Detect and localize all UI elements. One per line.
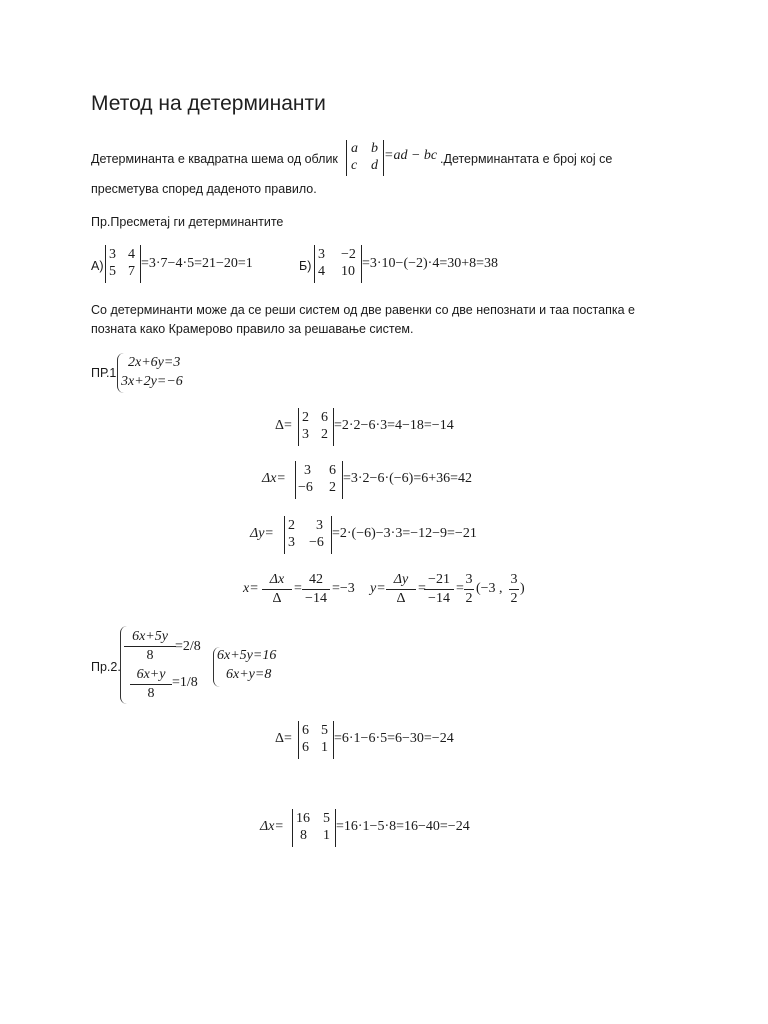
problem2-fraction-2	[130, 667, 172, 702]
fraction-denominator: −14	[305, 591, 327, 606]
fraction-numerator: 3	[510, 572, 518, 587]
fraction-bar	[302, 589, 330, 590]
solution-pair-open: (−3 ,	[476, 581, 503, 596]
det-cell: 5	[109, 264, 116, 279]
det-cell: 2	[288, 518, 295, 533]
fraction-denominator: 2	[465, 591, 473, 606]
det-cell: 6	[302, 723, 309, 738]
example-b-determinant	[314, 245, 362, 283]
solution-y-eq2: =	[456, 581, 464, 596]
det-cell: c	[351, 158, 358, 173]
det-cell: 6	[329, 463, 336, 478]
det-cell: 3	[316, 518, 323, 533]
fraction-bar	[130, 684, 172, 685]
solution-x-fraction-2	[302, 572, 330, 607]
det-cell: 3	[318, 247, 325, 262]
solution-pair-close: )	[520, 581, 525, 596]
fraction-bar	[424, 589, 454, 590]
solution-y-eq: =	[418, 581, 426, 596]
det-cell: 8	[300, 828, 307, 843]
problem1-label: ПР.1	[91, 366, 117, 380]
solution-x-lhs: x=	[243, 581, 259, 596]
solution-x-fraction-1	[262, 572, 292, 607]
det-cell: 16	[296, 811, 310, 826]
fraction-numerator: −21	[428, 572, 450, 587]
det-cell: 4	[128, 247, 135, 262]
det-cell: 3	[288, 535, 295, 550]
example-a-result: =3·7−4·5=21−20=1	[141, 256, 253, 271]
p2-delta-x-label: Δx=	[260, 819, 284, 834]
det-cell: 5	[321, 723, 328, 738]
p1-delta-x-result: =3·2−6·(−6)=6+36=42	[343, 471, 473, 486]
intro-text-1b: .Детерминантата е број кој се	[440, 152, 613, 166]
det-cell: 2	[302, 410, 309, 425]
fraction-denominator: 8	[147, 686, 155, 701]
paragraph-line-1: Со детерминанти може да се реши систем од две равенки со две непознати и таа постапка е	[91, 303, 635, 317]
p2-delta-x-result: =16·1−5·8=16−40=−24	[336, 819, 470, 834]
example-a-determinant	[105, 245, 141, 283]
fraction-denominator: 8	[146, 648, 154, 663]
det-cell: 6	[321, 410, 328, 425]
page-title: Метод на детерминанти	[91, 92, 326, 115]
p1-delta-determinant	[298, 408, 334, 446]
fraction-denominator: 2	[510, 591, 518, 606]
p1-delta-result: =2·2−6·3=4−18=−14	[334, 418, 454, 433]
det-cell: −6	[298, 480, 313, 495]
intro-text-1: Детерминанта е квадратна шема од облик	[91, 152, 338, 166]
solution-x-eq: =	[294, 581, 302, 596]
det-cell: d	[371, 158, 378, 173]
fraction-numerator: 6x+5y	[132, 629, 168, 644]
intro-text-2: пресметува според даденото правило.	[91, 182, 317, 196]
fraction-numerator: Δx	[269, 572, 285, 587]
fraction-bar	[262, 589, 292, 590]
det-cell: −2	[341, 247, 356, 262]
det-cell: 1	[323, 828, 330, 843]
p2-delta-x-determinant	[292, 809, 336, 847]
p1-delta-y-determinant	[284, 516, 332, 554]
problem2-rhs-2: =1/8	[172, 675, 198, 690]
p1-delta-y-result: =2·(−6)−3·3=−12−9=−21	[332, 526, 477, 541]
p1-delta-y-label: Δy=	[250, 526, 274, 541]
fraction-bar	[464, 589, 474, 590]
det-cell: 2	[329, 480, 336, 495]
det-cell: b	[371, 141, 378, 156]
example-b-label: Б)	[299, 259, 312, 273]
fraction-numerator: Δy	[393, 572, 409, 587]
solution-pair-fraction	[509, 572, 519, 607]
example-b-result: =3·10−(−2)·4=30+8=38	[362, 256, 499, 271]
p1-delta-x-label: Δx=	[262, 471, 286, 486]
solution-y-fraction-2	[424, 572, 454, 607]
det-cell: 2	[321, 427, 328, 442]
p2-delta-label: Δ=	[275, 731, 292, 746]
solution-x-result: =−3	[332, 581, 355, 596]
det-cell: −6	[309, 535, 324, 550]
det-cell: 7	[128, 264, 135, 279]
paragraph-line-2: позната како Крамерово правило за решавање систем.	[91, 322, 414, 336]
fraction-denominator: Δ	[272, 591, 282, 606]
example-heading: Пр.Пресметај ги детерминантите	[91, 215, 284, 229]
fraction-denominator: Δ	[396, 591, 406, 606]
det-cell: 6	[302, 740, 309, 755]
det-cell: a	[351, 141, 358, 156]
solution-y-fraction-1	[386, 572, 416, 607]
problem1-eq2: 3x+2y=−6	[121, 374, 183, 389]
fraction-denominator: −14	[428, 591, 450, 606]
fraction-bar	[124, 646, 176, 647]
problem2-eq1: 6x+5y=16	[217, 648, 277, 663]
fraction-bar	[509, 589, 519, 590]
det-cell: 4	[318, 264, 325, 279]
solution-y-lhs: y=	[370, 581, 386, 596]
p2-delta-result: =6·1−6·5=6−30=−24	[334, 731, 454, 746]
det-cell: 10	[341, 264, 355, 279]
fraction-numerator: 6x+y	[136, 667, 166, 682]
fraction-bar	[386, 589, 416, 590]
p1-delta-label: Δ=	[275, 418, 292, 433]
problem2-label: Пр.2.	[91, 660, 121, 674]
det-cell: 1	[321, 740, 328, 755]
fraction-numerator: 42	[309, 572, 323, 587]
problem2-rhs-1: =2/8	[175, 639, 201, 654]
det-cell: 5	[323, 811, 330, 826]
example-a-label: А)	[91, 259, 104, 273]
problem2-eq2: 6x+y=8	[226, 667, 272, 682]
p2-delta-determinant	[298, 721, 334, 759]
generic-determinant	[346, 140, 384, 176]
det-cell: 3	[109, 247, 116, 262]
fraction-numerator: 3	[465, 572, 473, 587]
solution-y-fraction-3	[464, 572, 474, 607]
generic-formula: =ad − bc	[384, 148, 438, 163]
det-cell: 3	[302, 427, 309, 442]
problem1-eq1: 2x+6y=3	[128, 355, 181, 370]
p1-delta-x-determinant	[295, 461, 343, 499]
det-cell: 3	[304, 463, 311, 478]
problem2-fraction-1	[124, 629, 176, 664]
